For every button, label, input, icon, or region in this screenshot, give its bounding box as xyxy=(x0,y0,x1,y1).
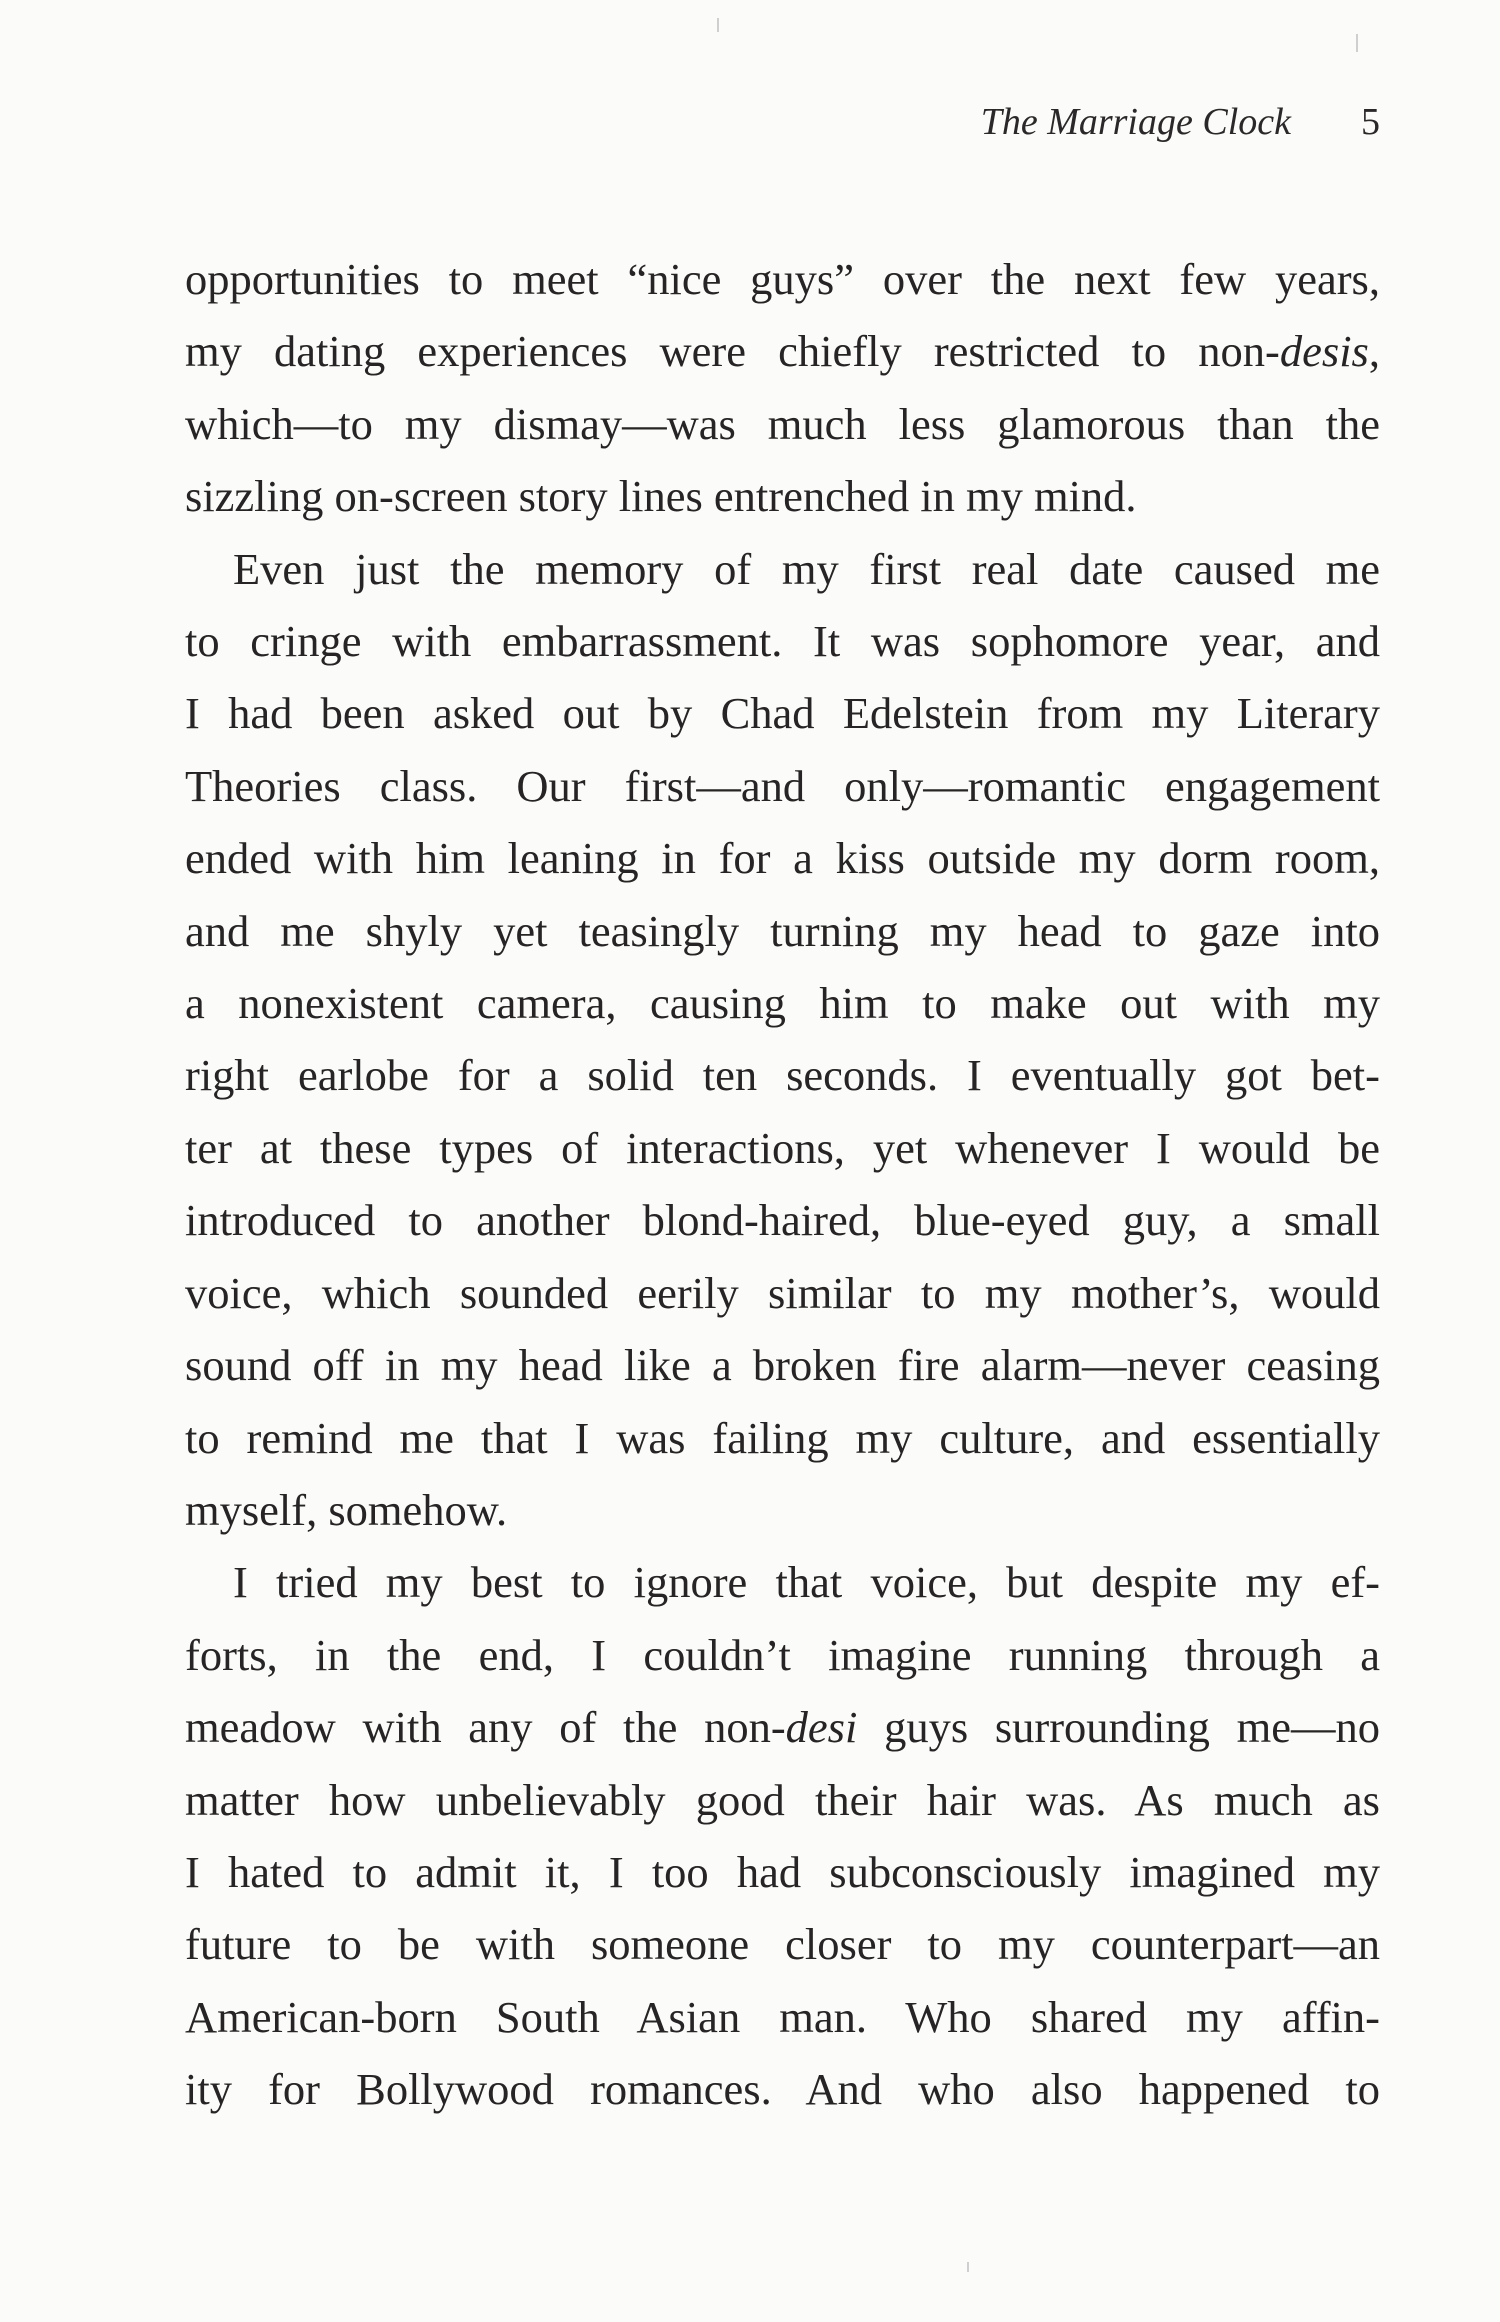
text-line: ter at these types of interactions, yet whenever I would be xyxy=(185,1122,1380,1173)
text-line: Even just the memory of my first real date caused me xyxy=(233,543,1380,594)
text-line: introduced to another blond-haired, blue-eyed guy, a small xyxy=(185,1195,1380,1246)
text-segment: guys surrounding me—no xyxy=(857,1702,1380,1753)
text-line: American-born South Asian man. Who shared my affin- xyxy=(185,1991,1380,2042)
text-segment: meadow with any of the non- xyxy=(185,1702,786,1753)
text-line: to cringe with embarrassment. It was sophomore year, and xyxy=(185,616,1380,667)
text-line: ended with him leaning in for a kiss outside my dorm room, xyxy=(185,833,1380,884)
scan-speck xyxy=(717,18,719,32)
scan-speck xyxy=(1356,34,1358,52)
text-line xyxy=(185,315,1380,387)
running-head-title: The Marriage Clock xyxy=(980,101,1291,143)
paragraph xyxy=(185,1546,1380,2125)
text-line: and me shyly yet teasingly turning my head to gaze into xyxy=(185,905,1380,956)
text-line: Theories class. Our first—and only—romantic engagement xyxy=(185,760,1380,811)
text-segment: my dating experiences were chiefly restricted to non- xyxy=(185,326,1280,377)
text-line: matter how unbelievably good their hair was. As much as xyxy=(185,1774,1380,1825)
paragraph xyxy=(185,533,1380,1547)
text-segment: , xyxy=(1368,326,1380,377)
text-line: ity for Bollywood romances. And who also happened to xyxy=(185,2064,1380,2115)
paragraph xyxy=(185,243,1380,533)
text-line: a nonexistent camera, causing him to make out with my xyxy=(185,978,1380,1029)
text-line: forts, in the end, I couldn’t imagine running through a xyxy=(185,1629,1380,1680)
body-text xyxy=(185,243,1380,2126)
text-line: voice, which sounded eerily similar to my mother’s, would xyxy=(185,1267,1380,1318)
text-line: to remind me that I was failing my culture, and essentially xyxy=(185,1412,1380,1463)
text-line: sound off in my head like a broken fire alarm—never ceasing xyxy=(185,1340,1380,1391)
text-line xyxy=(185,1691,1380,1763)
italic-word: desis xyxy=(1279,326,1369,377)
page-number: 5 xyxy=(1361,101,1380,143)
italic-word: desi xyxy=(785,1702,858,1753)
text-line: right earlobe for a solid ten seconds. I eventually got bet- xyxy=(185,1050,1380,1101)
text-line: sizzling on-screen story lines entrenched in my mind. xyxy=(185,471,1137,522)
text-line: future to be with someone closer to my counterpart—an xyxy=(185,1919,1380,1970)
running-head xyxy=(981,100,1380,160)
text-line: I tried my best to ignore that voice, but despite my ef- xyxy=(233,1557,1380,1608)
text-line: opportunities to meet “nice guys” over the next few years, xyxy=(185,254,1380,304)
text-line: I hated to admit it, I too had subconsciously imagined my xyxy=(185,1846,1380,1897)
text-line: myself, somehow. xyxy=(185,1484,508,1535)
text-line: which—to my dismay—was much less glamorous than the xyxy=(185,398,1380,449)
scan-speck xyxy=(967,2262,969,2272)
text-line: I had been asked out by Chad Edelstein from my Literary xyxy=(185,688,1380,739)
